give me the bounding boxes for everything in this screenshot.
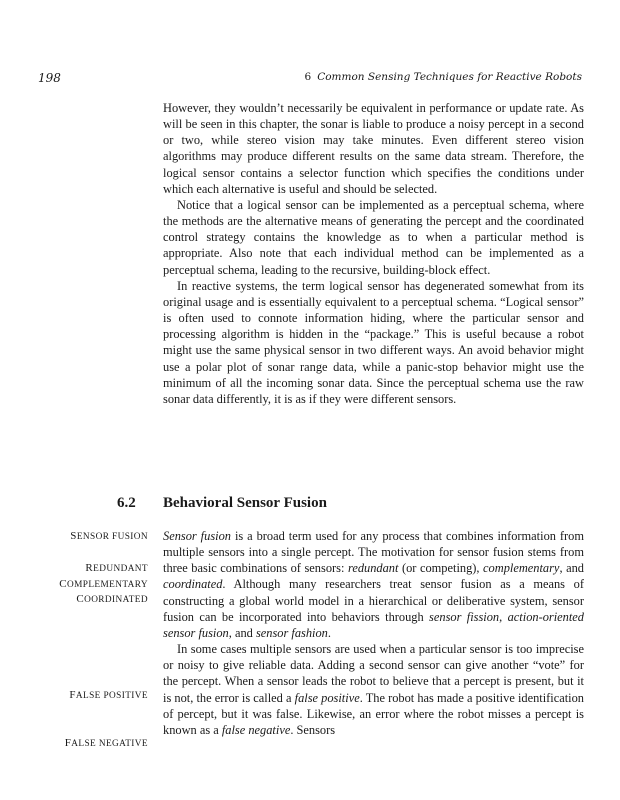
margin-note-redundant: REDUNDANT <box>85 562 148 574</box>
paragraph-3: In reactive systems, the term logical sensor has degenerated somewhat from its original usage and is essentially equivalent to a perceptual schema. “Logical sensor” is often used to connote information hiding, where the particular sensor and processing algorithm is hidden in the “package.” This is useful because a robot might use the same physical sensor in two different ways. An avoid behavior might use a polar plot of sonar range data, while a panic-stop behavior might use the minimum of all the incoming sonar data. Since the perceptual schema use the raw sonar data differently, it is as if they were different sensors. <box>163 278 584 406</box>
term-coordinated: coordinated <box>163 577 223 592</box>
paragraph-5 <box>163 641 584 738</box>
term-false-negative: false negative <box>221 722 291 737</box>
margin-note-false-negative: FALSE NEGATIVE <box>64 737 148 749</box>
text-span: . Although many researchers treat sensor fusion as a means of constructing a global world model in a hierarchical or deliberative system, sensor fusion can be incorporated into behaviors through <box>163 577 584 624</box>
term-sensor-fission: sensor fission <box>429 609 500 624</box>
text-span: , and <box>559 561 584 576</box>
page-number: 198 <box>38 71 61 85</box>
text-span: is a broad term used for any process that combines information from multiple sensors into a single percept. The motivation for sensor fusion stems from three basic combinations of sensors: <box>163 529 584 576</box>
text-span: , and <box>228 625 256 640</box>
margin-note-sensor-fusion: SENSOR FUSION <box>70 530 148 542</box>
chapter-number: 6 <box>304 71 312 83</box>
paragraph-2: Notice that a logical sensor can be implemented as a perceptual schema, where the methods are the alternative means of generating the percept and the coordinated control strategy contains the knowledge as to when a particular method is appropriate. Also note that each individual method can be implemented as a perceptual schema, leading to the recursive, building-block effect. <box>163 197 584 277</box>
term-sensor-fashion: sensor fashion <box>255 625 328 640</box>
section-number: 6.2 <box>117 495 136 511</box>
text-span: . Sensors <box>290 722 336 737</box>
term-complementary: complementary <box>483 561 560 576</box>
term-redundant: redundant <box>347 561 399 576</box>
term-false-positive: false positive <box>294 690 360 705</box>
text-span: . The robot has made a positive identification of percept, but it was false. Likewise, an error where the robot misses a percept is known as a <box>163 690 585 737</box>
text-span: (or competing), <box>398 561 484 576</box>
text-span: , <box>499 609 508 624</box>
text-span: . <box>327 625 331 640</box>
running-header <box>305 71 582 83</box>
paragraph-4 <box>163 528 584 641</box>
term-action-oriented-sensor-fusion: action-oriented sensor fusion <box>163 609 584 640</box>
margin-note-complementary: COMPLEMENTARY <box>59 578 148 590</box>
section-title: Behavioral Sensor Fusion <box>163 495 327 511</box>
margin-note-coordinated: COORDINATED <box>76 593 148 605</box>
running-title: Common Sensing Techniques for Reactive Robots <box>317 71 582 83</box>
margin-note-false-positive: FALSE POSITIVE <box>69 689 148 701</box>
text-block-1 <box>163 100 584 407</box>
term-sensor-fusion: Sensor fusion <box>163 529 231 543</box>
paragraph-1: However, they wouldn’t necessarily be equivalent in performance or update rate. As will be seen in this chapter, the sonar is liable to produce a noisy percept in a second or two, while stereo vision may take minutes. Even different stereo vision algorithms may produce different results on the same data stream. Therefore, the logical sensor contains a selector function which specifies the conditions under which each alternative is useful and should be selected. <box>163 101 584 196</box>
text-block-2 <box>163 528 584 738</box>
text-span: In some cases multiple sensors are used when a particular sensor is too imprecise or noisy to give reliable data. Adding a second sensor can give another “vote” for the percept. When a sensor leads the robot to believe that a percept is present, but it is not, the error is called a <box>163 642 584 705</box>
